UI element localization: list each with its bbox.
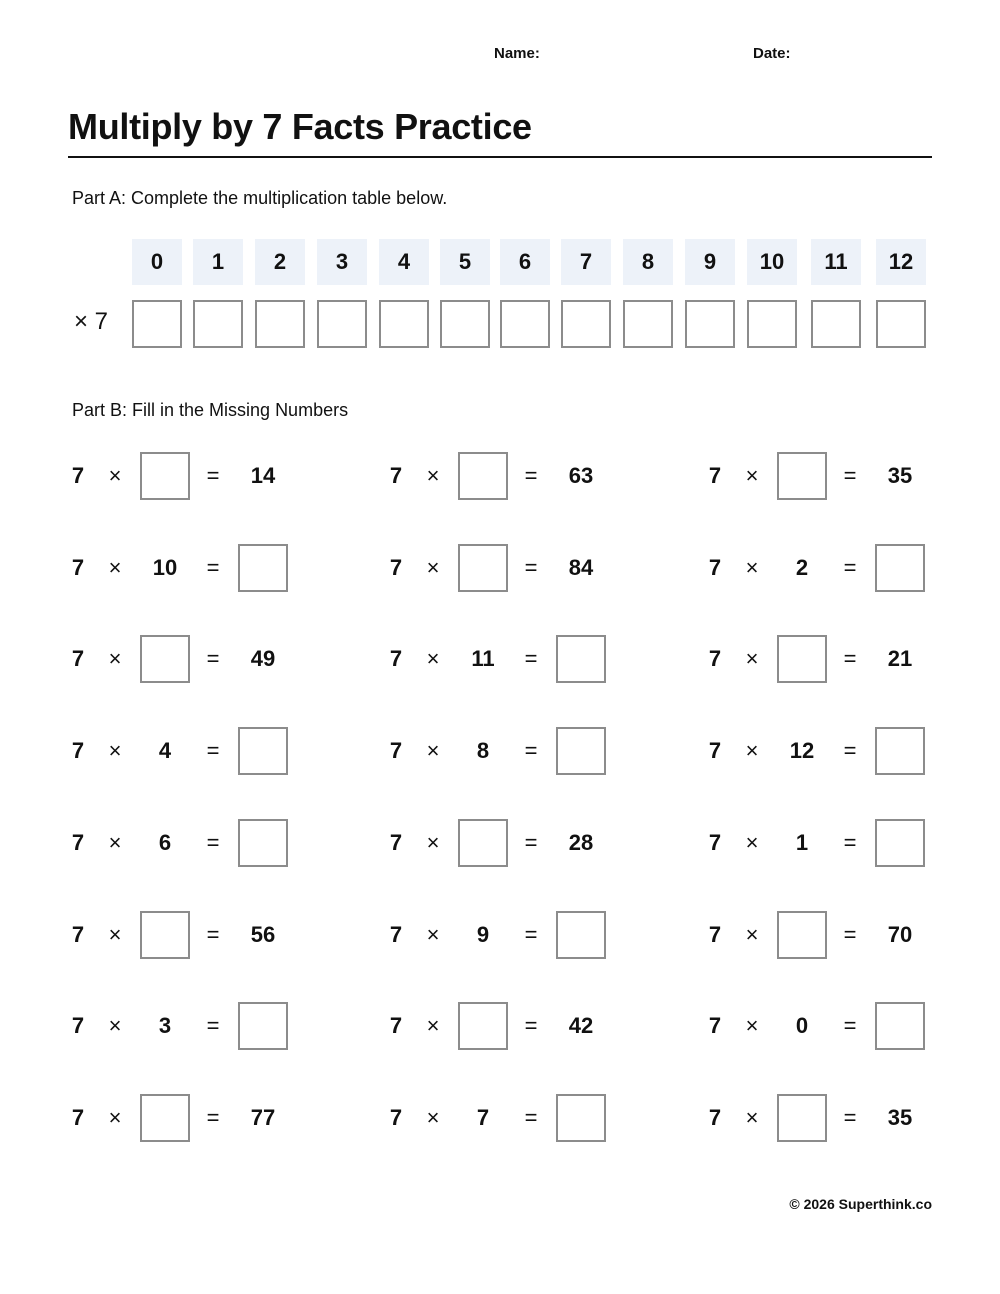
table-header-cell: 6 (500, 239, 550, 285)
times-symbol: × (108, 554, 122, 580)
table-answer-box[interactable] (747, 300, 797, 348)
table-header-cell: 8 (623, 239, 673, 285)
times-symbol: × (745, 829, 759, 855)
answer-box[interactable] (140, 1094, 190, 1142)
times-symbol: × (426, 829, 440, 855)
answer-box[interactable] (238, 544, 288, 592)
product: 35 (887, 1104, 913, 1130)
factor-b: 3 (158, 1013, 172, 1039)
table-answer-box[interactable] (317, 300, 367, 348)
table-header-cell: 2 (255, 239, 305, 285)
answer-box[interactable] (238, 819, 288, 867)
table-header-cell: 5 (440, 239, 490, 285)
answer-box[interactable] (238, 1002, 288, 1050)
answer-box[interactable] (556, 727, 606, 775)
table-answer-box[interactable] (255, 300, 305, 348)
times-symbol: × (426, 554, 440, 580)
factor-b: 0 (795, 1013, 809, 1039)
product: 56 (250, 921, 276, 947)
copyright-footer: © 2026 Superthink.co (789, 1196, 932, 1212)
answer-box[interactable] (777, 1094, 827, 1142)
factor-a: 7 (389, 738, 403, 764)
factor-b: 7 (476, 1104, 490, 1130)
factor-a: 7 (389, 829, 403, 855)
times-symbol: × (426, 463, 440, 488)
factor-a: 7 (389, 1104, 403, 1130)
product: 28 (568, 829, 594, 855)
table-answer-box[interactable] (440, 300, 490, 348)
factor-b: 2 (795, 554, 809, 580)
answer-box[interactable] (140, 635, 190, 683)
factor-a: 7 (389, 463, 403, 488)
answer-box[interactable] (875, 819, 925, 867)
factor-a: 7 (389, 921, 403, 947)
times-symbol: × (426, 738, 440, 764)
equals-symbol: = (524, 829, 538, 855)
equals-symbol: = (524, 1013, 538, 1039)
equals-symbol: = (843, 921, 857, 947)
date-label: Date: (753, 45, 791, 62)
times-symbol: × (426, 1104, 440, 1130)
equals-symbol: = (843, 646, 857, 672)
product: 63 (568, 463, 594, 488)
answer-box[interactable] (777, 911, 827, 959)
part-a-instruction: Part A: Complete the multiplication table below. (72, 188, 448, 208)
equals-symbol: = (843, 463, 857, 488)
times-symbol: × (745, 463, 759, 488)
table-header-cell: 7 (561, 239, 611, 285)
factor-b: 8 (476, 738, 490, 764)
answer-box[interactable] (238, 727, 288, 775)
table-header-cell: 11 (811, 239, 861, 285)
factor-a: 7 (71, 1013, 85, 1039)
product: 42 (568, 1013, 594, 1039)
answer-box[interactable] (458, 1002, 508, 1050)
factor-a: 7 (708, 463, 722, 488)
equals-symbol: = (524, 738, 538, 764)
table-answer-box[interactable] (379, 300, 429, 348)
factor-b: 6 (158, 829, 172, 855)
times-symbol: × (108, 829, 122, 855)
name-label: Name: (494, 45, 540, 62)
factor-a: 7 (708, 1013, 722, 1039)
product: 35 (887, 463, 913, 488)
factor-a: 7 (708, 1104, 722, 1130)
factor-b: 4 (158, 738, 172, 764)
table-header-cell: 10 (747, 239, 797, 285)
equals-symbol: = (206, 1013, 220, 1039)
table-answer-box[interactable] (132, 300, 182, 348)
answer-box[interactable] (140, 911, 190, 959)
answer-box[interactable] (556, 1094, 606, 1142)
part-b-instruction: Part B: Fill in the Missing Numbers (72, 400, 349, 420)
product: 70 (887, 921, 913, 947)
table-header-cell: 1 (193, 239, 243, 285)
times-symbol: × (745, 1104, 759, 1130)
table-header-cell: 9 (685, 239, 735, 285)
times-symbol: × (745, 921, 759, 947)
answer-box[interactable] (556, 635, 606, 683)
answer-box[interactable] (458, 544, 508, 592)
table-answer-box[interactable] (685, 300, 735, 348)
answer-box[interactable] (777, 452, 827, 500)
product: 84 (568, 554, 594, 580)
factor-a: 7 (708, 921, 722, 947)
equals-symbol: = (843, 1013, 857, 1039)
answer-box[interactable] (458, 819, 508, 867)
times-symbol: × (745, 1013, 759, 1039)
factor-a: 7 (71, 1104, 85, 1130)
factor-b: 10 (152, 554, 178, 580)
table-answer-box[interactable] (561, 300, 611, 348)
answer-box[interactable] (458, 452, 508, 500)
table-header-cell: 12 (876, 239, 926, 285)
answer-box[interactable] (556, 911, 606, 959)
table-answer-box[interactable] (500, 300, 550, 348)
factor-a: 7 (389, 554, 403, 580)
equals-symbol: = (206, 921, 220, 947)
table-header-cell: 3 (317, 239, 367, 285)
factor-a: 7 (71, 554, 85, 580)
answer-box[interactable] (777, 635, 827, 683)
table-answer-box[interactable] (623, 300, 673, 348)
table-answer-box[interactable] (876, 300, 926, 348)
answer-box[interactable] (875, 1002, 925, 1050)
factor-a: 7 (708, 646, 722, 672)
factor-b: 11 (471, 646, 495, 672)
table-header-cell: 4 (379, 239, 429, 285)
answer-box[interactable] (140, 452, 190, 500)
times-symbol: × (108, 921, 122, 947)
times-symbol: × (108, 738, 122, 764)
factor-a: 7 (71, 646, 85, 672)
page-title: Multiply by 7 Facts Practice (68, 106, 532, 147)
answer-box[interactable] (875, 727, 925, 775)
factor-a: 7 (71, 463, 85, 488)
equals-symbol: = (206, 463, 220, 488)
equals-symbol: = (524, 554, 538, 580)
factor-a: 7 (708, 738, 722, 764)
equals-symbol: = (524, 921, 538, 947)
table-answer-box[interactable] (193, 300, 243, 348)
factor-b: 1 (795, 829, 809, 855)
factor-b: 12 (789, 738, 815, 764)
times-symbol: × (745, 646, 759, 672)
equals-symbol: = (206, 554, 220, 580)
factor-a: 7 (389, 1013, 403, 1039)
multiplier-label: × 7 (74, 308, 109, 335)
product: 14 (250, 463, 276, 488)
factor-b: 9 (476, 921, 490, 947)
equals-symbol: = (524, 646, 538, 672)
equals-symbol: = (206, 829, 220, 855)
factor-a: 7 (389, 646, 403, 672)
times-symbol: × (745, 554, 759, 580)
times-symbol: × (108, 646, 122, 672)
factor-a: 7 (71, 738, 85, 764)
equals-symbol: = (524, 463, 538, 488)
product: 21 (887, 646, 913, 672)
equals-symbol: = (206, 738, 220, 764)
times-symbol: × (426, 646, 440, 672)
table-header-cell: 0 (132, 239, 182, 285)
times-symbol: × (426, 1013, 440, 1039)
product: 49 (250, 646, 276, 672)
factor-a: 7 (71, 829, 85, 855)
equals-symbol: = (206, 646, 220, 672)
times-symbol: × (108, 463, 122, 488)
answer-box[interactable] (875, 544, 925, 592)
equals-symbol: = (843, 829, 857, 855)
factor-a: 7 (708, 554, 722, 580)
equals-symbol: = (843, 554, 857, 580)
equals-symbol: = (843, 738, 857, 764)
times-symbol: × (745, 738, 759, 764)
times-symbol: × (108, 1013, 122, 1039)
factor-a: 7 (71, 921, 85, 947)
factor-a: 7 (708, 829, 722, 855)
title-divider (68, 156, 932, 158)
equals-symbol: = (206, 1104, 220, 1130)
equals-symbol: = (843, 1104, 857, 1130)
equals-symbol: = (524, 1104, 538, 1130)
times-symbol: × (426, 921, 440, 947)
table-answer-box[interactable] (811, 300, 861, 348)
times-symbol: × (108, 1104, 122, 1130)
product: 77 (250, 1104, 276, 1130)
